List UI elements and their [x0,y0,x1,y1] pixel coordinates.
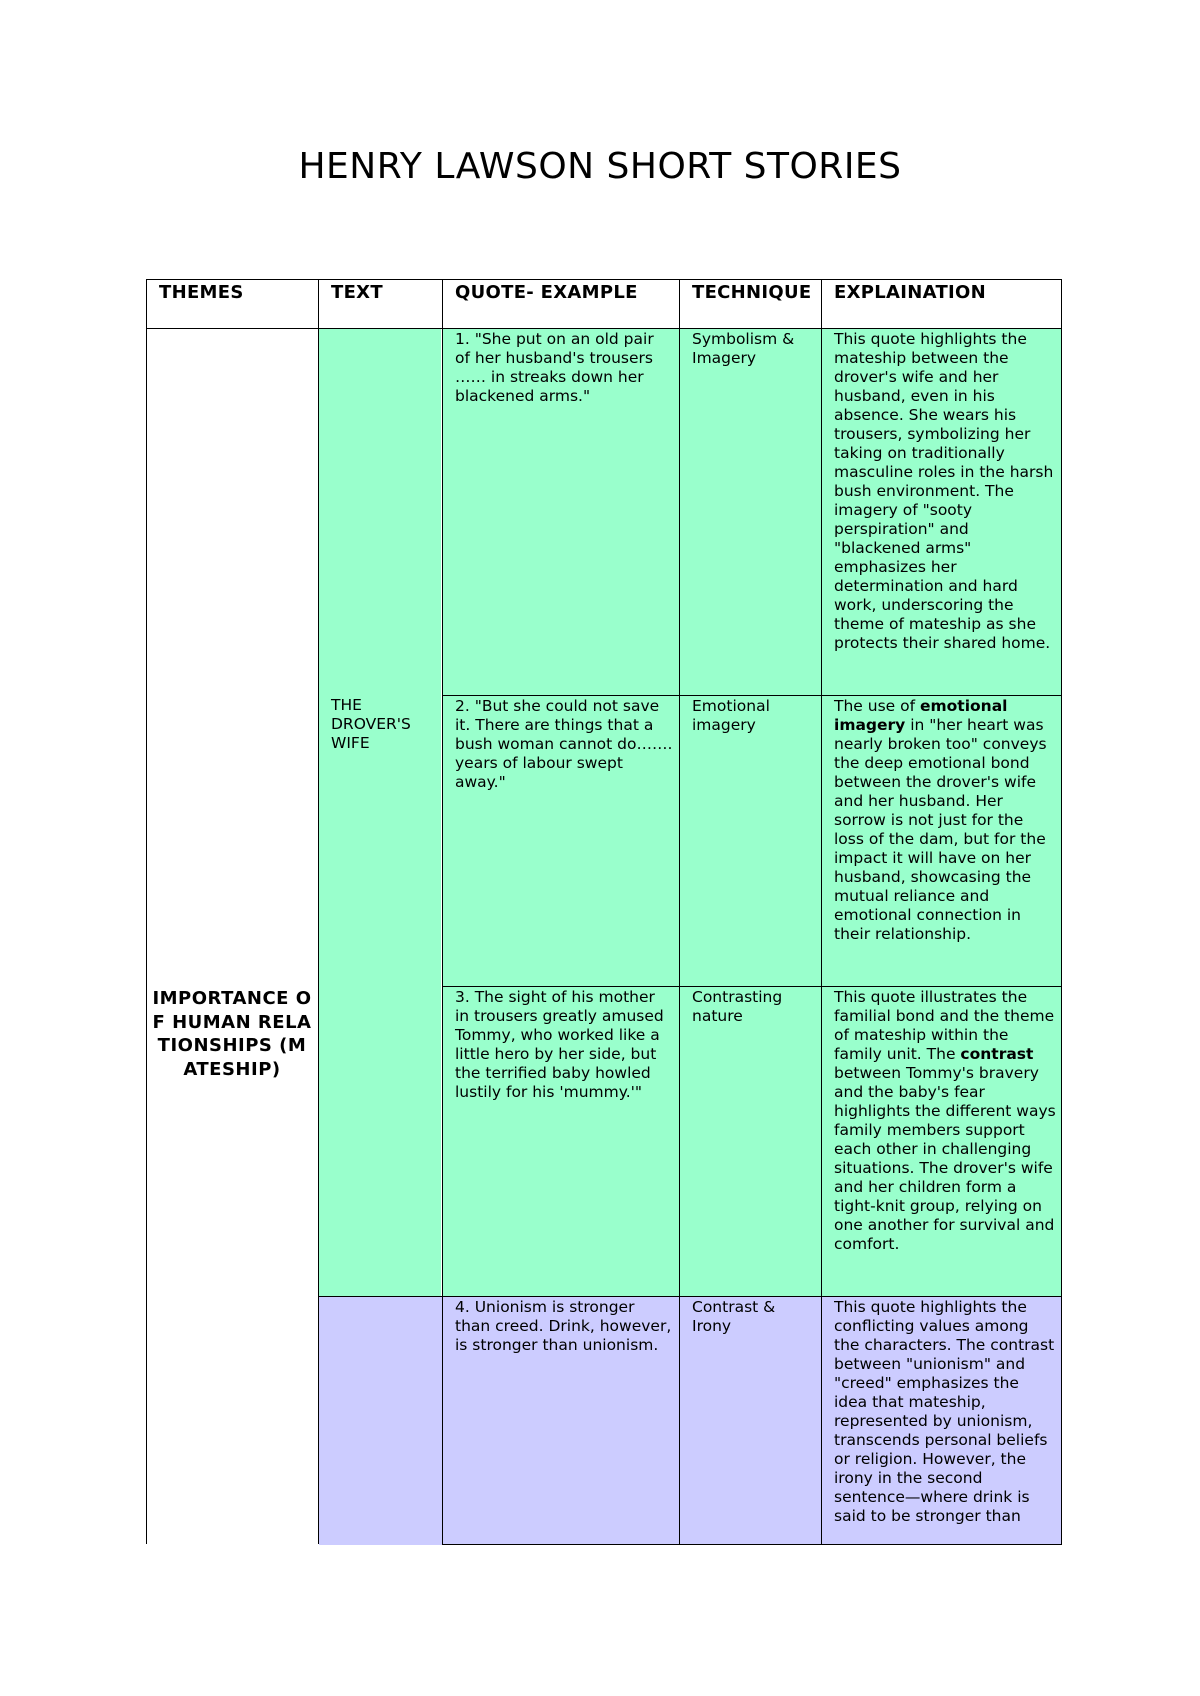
page-title: HENRY LAWSON SHORT STORIES [298,146,902,187]
header-bottom-border [146,328,1062,329]
header-themes: THEMES [159,282,244,303]
row-3-explanation [834,988,1056,1254]
header-text: TEXT [331,282,383,303]
theme-label: IMPORTANCE OF HUMAN RELATIONSHIPS (MATESHIP) [152,988,312,1080]
row-2-bottom-border [442,986,1062,987]
row-2-quote: 2. "But she could not save it. There are things that a bush woman cannot do……. years of labour swept away." [455,697,673,791]
row-4-explanation: This quote highlights the conflicting values among the characters. The contrast between "unionism" and "creed" emphasizes the idea that mateship, represented by unionism, transcends personal beliefs or religion. However, the irony in the second sentence—where drink is said to be stronger than [834,1298,1055,1525]
row-3-explanation-post: between Tommy's bravery and the baby's fear highlights the different ways family members support each other in challenging situations. The drover's wife and her children form a tight-knit group, relying on one another for survival and comfort. [834,1064,1056,1253]
row-3-explanation-bold: contrast [960,1045,1034,1063]
row-2-explanation-bold: emotional imagery [834,697,1008,734]
row-1-quote: 1. "She put on an old pair of her husband's trousers …… in streaks down her blackened arms." [455,330,654,405]
table-left-border [146,279,147,1544]
header-quote-example: QUOTE- EXAMPLE [455,282,638,303]
technique-explanation-divider [821,279,822,1545]
row-2-technique: Emotional imagery [692,697,770,734]
quote-technique-divider [679,279,680,1545]
text-column-fill-green [319,329,441,1296]
header-technique: TECHNIQUE [692,282,812,303]
row-1-bottom-border [442,695,1062,696]
row-1-explanation: This quote highlights the mateship between the drover's wife and her husband, even in his absence. She wears his trousers, symbolizing her taking on traditionally masculine roles in the harsh bush environment. The imagery of "sooty perspiration" and "blackened arms" emphasizes her determination and hard work, underscoring the theme of mateship as she protects their shared home. [834,330,1054,652]
row-1-technique: Symbolism & Imagery [692,330,795,367]
row-3-quote: 3. The sight of his mother in trousers greatly amused Tommy, who worked like a little hero by her side, but the terrified baby howled lustily for his 'mummy.'" [455,988,664,1101]
header-explanation: EXPLAINATION [834,282,987,303]
text-quote-divider [442,279,443,1545]
row-2-explanation-pre: The use of [834,697,920,715]
row-4-technique: Contrast & Irony [692,1298,776,1335]
row-4-quote: 4. Unionism is stronger than creed. Drink, however, is stronger than unionism. [455,1298,672,1354]
themes-text-divider [318,279,319,1544]
text-label-drovers-wife: THE DROVER'S WIFE [331,696,411,752]
row-4-bottom-border [442,1544,1062,1545]
row-2-explanation [834,697,1056,944]
row-3-bottom-border [318,1296,1062,1297]
row-3-explanation-pre: This quote illustrates the familial bond and the theme of mateship within the family unit. The [834,988,1055,1063]
row-2-explanation-post: in "her heart was nearly broken too" conveys the deep emotional bond between the drover's wife and her husband. Her sorrow is not just for the loss of the dam, but for the impact it will have on her husband, showcasing the mutual reliance and emotional connection in their relationship. [834,716,1047,943]
table-top-border [146,279,1062,280]
row-3-technique: Contrasting nature [692,988,783,1025]
table-right-border [1061,279,1062,1545]
